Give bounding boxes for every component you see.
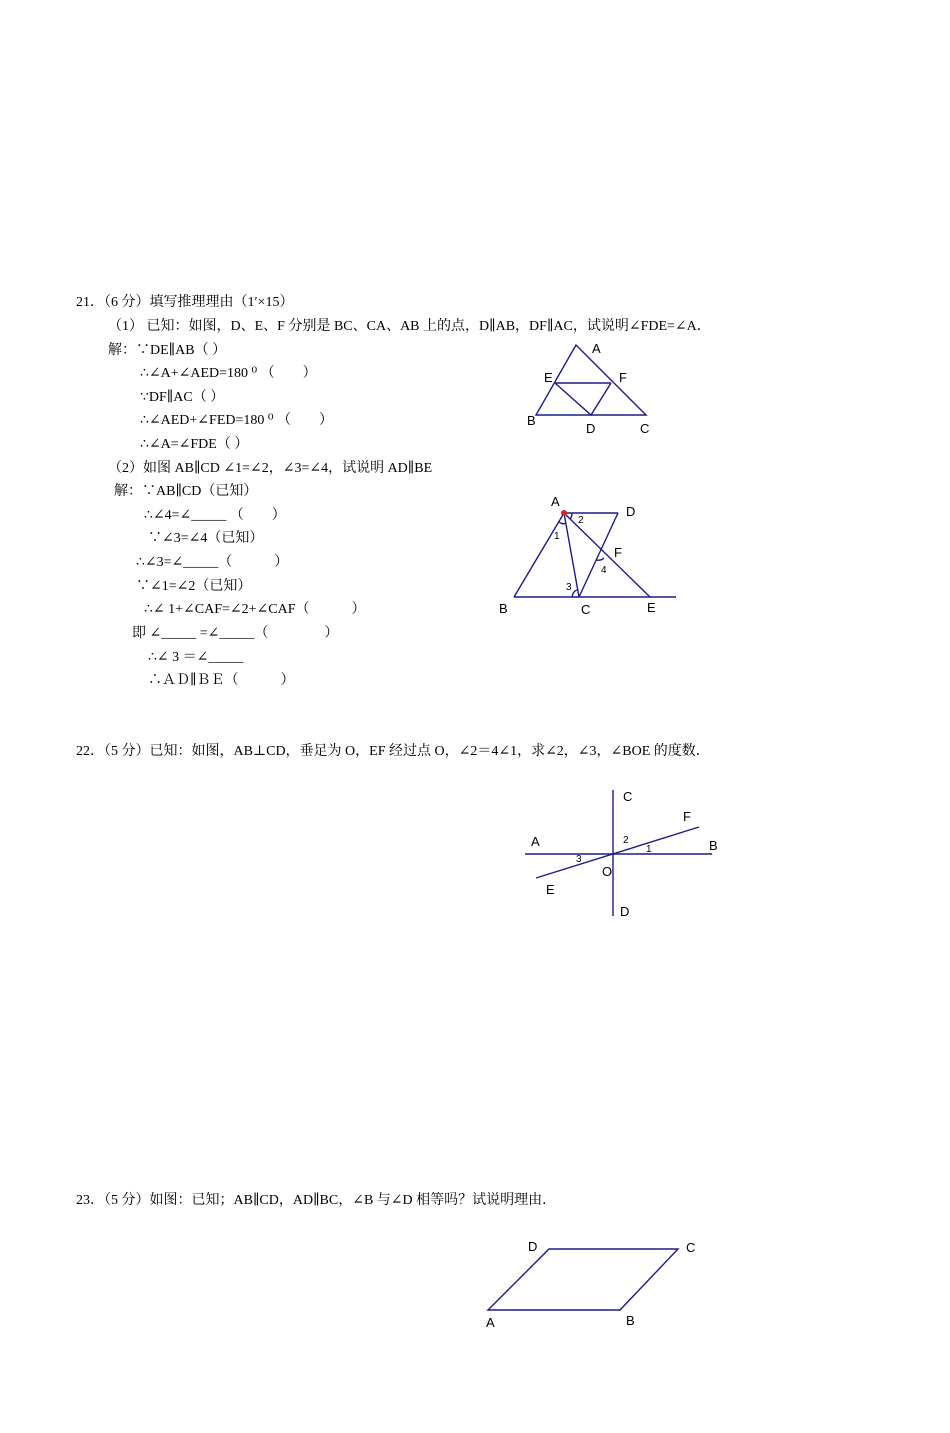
q23-figure [478, 1235, 703, 1330]
angle-label-3: 3 [566, 582, 572, 593]
parallelogram-abcd [488, 1249, 678, 1310]
angle-label-4: 4 [601, 565, 607, 576]
q21-header: 21．（6 分）填写推理理由（1′×15） [76, 295, 294, 310]
label-f: F [614, 545, 622, 560]
q21-part1-step-4: ∴∠AED+∠FED=180 ⁰ （ ） [140, 413, 333, 428]
label-a: A [551, 494, 560, 509]
arc-angle-2 [570, 513, 572, 519]
q21-part1-figure [520, 336, 670, 441]
label-c: C [623, 789, 633, 804]
label-f: F [619, 370, 627, 385]
angle-label-2: 2 [623, 835, 629, 846]
line-ef [536, 827, 699, 878]
q21-part2-step-9: ∴ＡＤ∥ＢＥ（ ） [148, 673, 295, 688]
label-d: D [620, 904, 630, 919]
q23-text: 23．（5 分）如图：已知；AB∥CD，AD∥BC，∠B 与∠D 相等吗？试说明理由． [76, 1193, 557, 1208]
label-e: E [647, 600, 656, 615]
label-f: F [683, 809, 691, 824]
q21-part2-step-1: 解：∵AB∥CD（已知） [114, 484, 258, 499]
angle-label-1: 1 [554, 531, 560, 542]
q21-part2-step-7: 即 ∠_____ =∠_____（ ） [132, 626, 339, 641]
label-b: B [499, 601, 508, 616]
label-c: C [686, 1240, 696, 1255]
label-d: D [626, 504, 636, 519]
q21-part2-step-3: ∵∠3=∠4（已知） [148, 531, 264, 546]
q21-part1-problem: （1） 已知：如图，D、E、F 分别是 BC、CA、AB 上的点，D∥AB，DF∥AC，试说明∠FDE=∠A． [108, 319, 711, 334]
label-e: E [544, 370, 553, 385]
q21-part1-step-2: ∴∠A+∠AED=180 ⁰ （ ） [140, 366, 317, 381]
q21-part2-step-8: ∴∠ 3 ＝∠_____ [148, 650, 244, 665]
angle-label-3: 3 [576, 854, 582, 865]
q22-text: 22．（5 分）已知：如图，AB⊥CD，垂足为 O，EF 经过点 O，∠2＝4∠1，求∠2，∠3，∠BOE 的度数． [76, 744, 710, 759]
q21-part2-problem: （2）如图 AB∥CD ∠1=∠2，∠3=∠4，试说明 AD∥BE [108, 461, 433, 476]
q21-part2-step-2: ∴∠4=∠_____ （ ） [144, 508, 286, 523]
label-o: O [602, 864, 613, 879]
segment-e-d-f [555, 383, 611, 415]
arc-angle-3 [572, 590, 577, 597]
label-a: A [486, 1315, 495, 1330]
label-e: E [546, 882, 555, 897]
q21-part2-step-5: ∵∠1=∠2（已知） [136, 579, 252, 594]
label-b: B [527, 413, 536, 428]
label-b: B [626, 1313, 635, 1328]
segment-ab [514, 513, 564, 597]
segment-cd [579, 513, 618, 597]
q21-part2-figure [492, 490, 687, 620]
label-a: A [592, 341, 601, 356]
label-d: D [528, 1239, 538, 1254]
label-a: A [531, 834, 540, 849]
q21-part1-step-3: ∵DF∥AC（ ） [140, 390, 225, 405]
q22-figure [522, 785, 727, 925]
point-a-dot [561, 510, 567, 516]
label-b: B [709, 838, 718, 853]
angle-label-1: 1 [646, 844, 652, 855]
label-c: C [640, 421, 650, 436]
label-d: D [586, 421, 596, 436]
q21-part1-step-5: ∴∠A=∠FDE（ ） [140, 437, 249, 452]
q21-part2-step-4: ∴∠3=∠_____（ ） [136, 555, 289, 570]
q21-part1-step-1: 解：∵DE∥AB（ ） [108, 343, 227, 358]
angle-label-2: 2 [578, 515, 584, 526]
q21-part2-step-6: ∴∠ 1+∠CAF=∠2+∠CAF（ ） [144, 602, 366, 617]
label-c: C [581, 602, 591, 617]
